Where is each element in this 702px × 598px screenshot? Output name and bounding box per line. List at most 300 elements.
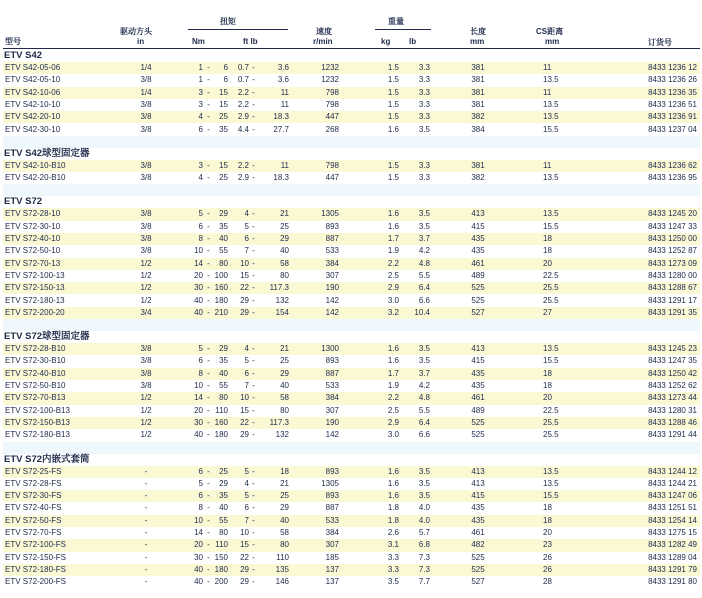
- cell-model: ETV S72-100-13: [5, 270, 65, 280]
- cell-spd: 142: [325, 430, 339, 440]
- cell-cs: 25.5: [543, 430, 559, 440]
- cell-ft2: 21: [280, 478, 289, 488]
- cell-drive: -: [144, 528, 148, 537]
- cell-model: ETV S72-50-B10: [5, 381, 66, 390]
- cell-spd: 798: [325, 160, 339, 170]
- cell-lb: 6.4: [418, 417, 430, 427]
- cell-drive: -: [144, 503, 148, 513]
- cell-ft1: 4: [244, 478, 249, 488]
- section-gap: [3, 319, 700, 331]
- cell-nm1: 3: [198, 160, 203, 170]
- cell-kg: 1.5: [387, 99, 399, 109]
- cell-model: ETV S72-180-B13: [5, 430, 70, 440]
- cell-drive: 1/4: [140, 63, 152, 72]
- cell-cs: 15.5: [543, 356, 559, 366]
- range-dash: -: [207, 552, 210, 562]
- cell-len: 435: [471, 368, 485, 378]
- cell-nm1: 6: [198, 491, 203, 501]
- cell-model: ETV S42-10-06: [5, 87, 61, 97]
- cell-ft1: 10: [240, 393, 249, 403]
- cell-spd: 1232: [321, 63, 339, 72]
- table-row: [3, 405, 700, 417]
- cell-cs: 25.5: [543, 283, 559, 293]
- cell-cs: 20: [543, 393, 552, 403]
- cell-nm1: 8: [198, 503, 203, 513]
- cell-nm1: 40: [194, 564, 203, 574]
- cell-ft2: 18: [280, 466, 289, 476]
- range-dash: -: [207, 417, 210, 427]
- cell-ft2: 40: [280, 381, 289, 390]
- table-row: [3, 208, 700, 220]
- cell-kg: 1.6: [387, 124, 399, 134]
- cell-lb: 3.5: [418, 344, 430, 354]
- cell-drive: -: [144, 577, 148, 587]
- range-dash: -: [207, 381, 210, 390]
- range-dash: -: [207, 503, 210, 513]
- cell-spd: 798: [325, 99, 339, 109]
- cell-cs: 11: [543, 160, 552, 170]
- cell-model: ETV S72-150-13: [5, 283, 65, 293]
- cell-ft1: 29: [240, 564, 249, 574]
- cell-kg: 2.2: [387, 258, 399, 268]
- cell-nm2: 110: [215, 540, 228, 550]
- col-weight-lb: lb: [409, 37, 417, 46]
- cell-kg: 1.9: [387, 381, 399, 390]
- cell-ft2: 25: [280, 491, 289, 501]
- cell-cs: 27: [543, 307, 552, 317]
- cell-len: 384: [471, 124, 485, 134]
- cell-ord: 8433 1289 04: [648, 552, 697, 562]
- cell-cs: 20: [543, 528, 552, 537]
- cell-model: ETV S72-28-10: [5, 209, 61, 219]
- cell-len: 525: [471, 417, 485, 427]
- range-dash: -: [207, 430, 210, 440]
- cell-kg: 1.9: [387, 246, 399, 256]
- range-dash: -: [252, 173, 255, 183]
- cell-ord: 8433 1245 20: [648, 209, 697, 219]
- range-dash: -: [207, 356, 210, 366]
- cell-cs: 11: [543, 63, 552, 72]
- cell-cs: 18: [543, 381, 552, 390]
- cell-ord: 8433 1236 12: [648, 63, 697, 72]
- range-dash: -: [207, 209, 210, 219]
- cell-kg: 1.6: [387, 466, 399, 476]
- cell-model: ETV S72-30-10: [5, 221, 61, 231]
- header-rule: [3, 48, 700, 49]
- cell-cs: 13.5: [543, 99, 559, 109]
- table-row: [3, 466, 700, 478]
- cell-model: ETV S72-150-FS: [5, 552, 66, 562]
- cell-ord: 8433 1247 35: [648, 356, 697, 366]
- cell-spd: 533: [325, 246, 339, 256]
- cell-nm2: 40: [219, 368, 228, 378]
- col-drive-header: 驱动方头: [120, 27, 152, 36]
- table-row: [3, 564, 700, 576]
- cell-model: ETV S72-100-B13: [5, 405, 70, 415]
- table-row: [3, 490, 700, 502]
- cell-model: ETV S72-180-FS: [5, 564, 66, 574]
- cell-cs: 20: [543, 258, 552, 268]
- range-dash: -: [207, 221, 210, 231]
- cell-cs: 15.5: [543, 124, 559, 134]
- cell-kg: 1.6: [387, 491, 399, 501]
- cell-nm2: 15: [219, 87, 228, 97]
- cell-ft1: 5: [244, 221, 249, 231]
- range-dash: -: [207, 515, 210, 525]
- cell-drive: 3/8: [140, 124, 152, 134]
- table-row: [3, 539, 700, 551]
- cell-lb: 3.5: [418, 356, 430, 366]
- cell-lb: 10.4: [414, 307, 430, 317]
- cell-spd: 887: [325, 503, 339, 513]
- cell-drive: 3/8: [140, 209, 152, 219]
- range-dash: -: [252, 478, 255, 488]
- table-row: [3, 552, 700, 564]
- cell-len: 527: [471, 577, 485, 587]
- cell-spd: 447: [325, 112, 339, 122]
- cell-len: 382: [471, 112, 485, 122]
- range-dash: -: [252, 577, 255, 587]
- cell-len: 525: [471, 552, 485, 562]
- section-title: ETV S42: [4, 50, 43, 61]
- cell-ft1: 2.2: [237, 99, 249, 109]
- cell-nm2: 110: [215, 405, 228, 415]
- table-header: [0, 0, 702, 49]
- cell-len: 489: [471, 405, 485, 415]
- cell-nm2: 180: [214, 564, 228, 574]
- cell-spd: 1300: [321, 344, 339, 354]
- col-torque-ftlb: ft lb: [243, 37, 258, 46]
- cell-cs: 13.5: [543, 209, 559, 219]
- cell-ft2: 25: [280, 356, 289, 366]
- col-weight-header: 重量: [388, 17, 404, 26]
- cell-len: 381: [471, 160, 485, 170]
- cell-nm2: 29: [219, 209, 228, 219]
- table-row: [3, 74, 700, 86]
- range-dash: -: [207, 393, 210, 403]
- cell-lb: 4.2: [418, 246, 430, 256]
- cell-ord: 8433 1237 04: [648, 124, 697, 134]
- cell-nm1: 6: [198, 466, 203, 476]
- table-row: [3, 392, 700, 404]
- cell-spd: 307: [325, 540, 339, 550]
- col-cs-header: CS距离: [536, 27, 564, 36]
- col-torque-nm: Nm: [192, 37, 205, 46]
- cell-cs: 15.5: [543, 221, 559, 231]
- cell-model: ETV S72-30-FS: [5, 491, 62, 501]
- cell-ord: 8433 1254 14: [648, 515, 697, 525]
- cell-kg: 1.8: [387, 515, 399, 525]
- cell-ft1: 15: [240, 270, 249, 280]
- cell-ft2: 3.6: [277, 75, 289, 85]
- range-dash: -: [207, 478, 210, 488]
- cell-model: ETV S42-10-B10: [5, 160, 66, 170]
- table-row: [3, 172, 700, 184]
- cell-model: ETV S72-100-FS: [5, 540, 66, 550]
- cell-ft1: 10: [240, 528, 249, 537]
- cell-model: ETV S72-28-FS: [5, 478, 62, 488]
- range-dash: -: [252, 540, 255, 550]
- cell-nm1: 6: [198, 221, 203, 231]
- cell-drive: 3/8: [140, 221, 152, 231]
- cell-spd: 307: [325, 405, 339, 415]
- cell-ft2: 18.3: [273, 112, 289, 122]
- range-dash: -: [252, 295, 255, 305]
- cell-cs: 22.5: [543, 405, 559, 415]
- cell-ord: 8433 1291 44: [648, 430, 697, 440]
- cell-lb: 5.5: [418, 270, 430, 280]
- cell-len: 527: [471, 307, 485, 317]
- table-row: [3, 380, 700, 392]
- range-dash: -: [207, 87, 210, 97]
- cell-lb: 3.3: [418, 87, 430, 97]
- table-row: [3, 233, 700, 245]
- cell-kg: 2.9: [387, 417, 399, 427]
- cell-nm1: 10: [194, 246, 203, 256]
- cell-model: ETV S42-05-06: [5, 63, 61, 72]
- cell-cs: 13.5: [543, 466, 559, 476]
- cell-nm1: 20: [194, 405, 203, 415]
- cell-ft1: 7: [244, 246, 249, 256]
- cell-nm1: 40: [194, 307, 203, 317]
- cell-nm1: 14: [194, 528, 203, 537]
- cell-cs: 13.5: [543, 344, 559, 354]
- cell-model: ETV S72-180-13: [5, 295, 65, 305]
- cell-ord: 8433 1288 46: [648, 417, 697, 427]
- cell-ft2: 58: [280, 528, 289, 537]
- cell-len: 461: [471, 528, 485, 537]
- cell-spd: 893: [325, 356, 339, 366]
- cell-len: 381: [471, 63, 485, 72]
- cell-ft1: 6: [244, 503, 249, 513]
- range-dash: -: [252, 393, 255, 403]
- cell-ft2: 132: [275, 295, 289, 305]
- cell-kg: 2.5: [387, 270, 399, 280]
- cell-ft2: 29: [280, 503, 289, 513]
- range-dash: -: [207, 564, 210, 574]
- table-row: [3, 343, 700, 355]
- table-row: [3, 417, 700, 429]
- cell-ft1: 4: [244, 344, 249, 354]
- table-row: [3, 258, 700, 270]
- cell-ft1: 5: [244, 466, 249, 476]
- cell-ft1: 29: [240, 295, 249, 305]
- cell-kg: 1.6: [387, 478, 399, 488]
- col-model-header: 型号: [5, 37, 21, 46]
- cell-nm1: 30: [194, 417, 203, 427]
- cell-ord: 8433 1252 62: [648, 381, 697, 390]
- cell-nm2: 200: [214, 577, 228, 587]
- cell-model: ETV S42-20-B10: [5, 173, 66, 183]
- section-header: [3, 331, 700, 343]
- section-gap: [3, 442, 700, 454]
- cell-ft2: 110: [276, 552, 289, 562]
- cell-nm2: 180: [214, 295, 228, 305]
- cell-model: ETV S72-70-FS: [5, 528, 62, 537]
- range-dash: -: [252, 221, 255, 231]
- cell-kg: 1.5: [387, 112, 399, 122]
- cell-drive: 3/8: [140, 234, 152, 243]
- cell-ft1: 2.9: [237, 173, 249, 183]
- cell-kg: 3.3: [387, 564, 399, 574]
- cell-ord: 8433 1291 35: [648, 307, 697, 317]
- section-header: [3, 50, 700, 62]
- range-dash: -: [252, 234, 255, 243]
- cell-nm1: 8: [198, 368, 203, 378]
- range-dash: -: [252, 160, 255, 170]
- cell-drive: 3/8: [140, 368, 152, 378]
- cell-lb: 3.7: [418, 234, 430, 243]
- cell-ft2: 58: [280, 258, 289, 268]
- cell-nm1: 20: [194, 270, 203, 280]
- range-dash: -: [252, 307, 255, 317]
- cell-drive: 3/8: [140, 112, 152, 122]
- cell-drive: 1/2: [140, 258, 152, 268]
- cell-kg: 2.5: [387, 405, 399, 415]
- cell-cs: 28: [543, 577, 552, 587]
- cell-ft2: 3.6: [277, 63, 289, 72]
- cell-nm2: 6: [223, 75, 228, 85]
- cell-cs: 13.5: [543, 173, 559, 183]
- table-row: [3, 221, 700, 233]
- cell-nm2: 6: [223, 63, 228, 72]
- cell-cs: 25.5: [543, 295, 559, 305]
- cell-model: ETV S42-05-10: [5, 75, 61, 85]
- range-dash: -: [252, 124, 255, 134]
- cell-len: 525: [471, 430, 485, 440]
- cell-lb: 4.2: [418, 381, 430, 390]
- col-order-header: 订货号: [648, 38, 672, 47]
- cell-ft1: 22: [240, 417, 249, 427]
- cell-ord: 8433 1291 17: [648, 295, 697, 305]
- range-dash: -: [252, 528, 255, 537]
- range-dash: -: [207, 540, 210, 550]
- cell-model: ETV S72-40-FS: [5, 503, 62, 513]
- cell-len: 381: [471, 99, 485, 109]
- cell-ft2: 25: [280, 221, 289, 231]
- cell-nm2: 210: [214, 307, 228, 317]
- cell-cs: 18: [543, 246, 552, 256]
- range-dash: -: [207, 368, 210, 378]
- range-dash: -: [207, 283, 210, 293]
- range-dash: -: [252, 283, 255, 293]
- cell-ft1: 2.2: [237, 160, 249, 170]
- range-dash: -: [207, 577, 210, 587]
- cell-len: 461: [471, 393, 485, 403]
- range-dash: -: [207, 528, 210, 537]
- cell-nm2: 35: [219, 491, 228, 501]
- cell-kg: 1.6: [387, 344, 399, 354]
- range-dash: -: [252, 564, 255, 574]
- cell-kg: 3.0: [387, 295, 399, 305]
- cell-len: 461: [471, 258, 485, 268]
- range-dash: -: [207, 160, 210, 170]
- cell-ord: 8433 1280 00: [648, 270, 697, 280]
- cell-ft1: 6: [244, 368, 249, 378]
- cell-nm2: 35: [219, 356, 228, 366]
- cell-nm2: 80: [219, 528, 228, 537]
- cell-ord: 8433 1275 15: [648, 528, 697, 537]
- cell-nm2: 55: [219, 515, 228, 525]
- range-dash: -: [207, 75, 210, 85]
- cell-ft2: 117.3: [269, 283, 289, 293]
- cell-model: ETV S72-200-FS: [5, 577, 66, 587]
- cell-kg: 1.7: [387, 234, 399, 243]
- cell-nm2: 55: [219, 381, 228, 390]
- cell-ft1: 2.2: [237, 87, 249, 97]
- cell-ft1: 29: [240, 430, 249, 440]
- table-row: [3, 295, 700, 307]
- cell-model: ETV S72-25-FS: [5, 466, 62, 476]
- cell-lb: 5.5: [418, 405, 430, 415]
- cell-model: ETV S72-70-13: [5, 258, 61, 268]
- cell-cs: 11: [543, 87, 552, 97]
- cell-drive: -: [144, 540, 148, 550]
- cell-drive: 3/8: [140, 75, 152, 85]
- cell-drive: 3/8: [140, 344, 152, 354]
- cell-spd: 185: [325, 552, 339, 562]
- table-row: [3, 282, 700, 294]
- cell-ord: 8433 1250 00: [648, 234, 697, 243]
- table-row: [3, 355, 700, 367]
- cell-cs: 22.5: [543, 270, 559, 280]
- cell-lb: 3.3: [418, 63, 430, 72]
- range-dash: -: [207, 270, 210, 280]
- cell-ft1: 2.9: [237, 112, 249, 122]
- col-length-header: 长度: [470, 27, 486, 36]
- cell-ord: 8433 1251 51: [648, 503, 697, 513]
- cell-nm1: 8: [198, 234, 203, 243]
- cell-lb: 3.3: [418, 112, 430, 122]
- cell-lb: 3.5: [418, 478, 430, 488]
- cell-ft2: 58: [280, 393, 289, 403]
- range-dash: -: [252, 87, 255, 97]
- cell-lb: 5.7: [418, 528, 430, 537]
- section-header: [3, 148, 700, 160]
- cell-ord: 8433 1291 80: [648, 577, 697, 587]
- cell-nm1: 3: [198, 99, 203, 109]
- table-row: [3, 502, 700, 514]
- cell-len: 382: [471, 173, 485, 183]
- range-dash: -: [207, 344, 210, 354]
- range-dash: -: [252, 552, 255, 562]
- cell-lb: 6.4: [418, 283, 430, 293]
- cell-nm2: 25: [219, 173, 228, 183]
- cell-model: ETV S72-200-20: [5, 307, 65, 317]
- table-row: [3, 62, 700, 74]
- cell-cs: 18: [543, 368, 552, 378]
- table-row: [3, 111, 700, 123]
- cell-kg: 3.1: [387, 540, 399, 550]
- cell-ord: 8433 1244 12: [648, 466, 697, 476]
- section-gap: [3, 136, 700, 148]
- cell-len: 435: [471, 234, 485, 243]
- cell-ft2: 11: [280, 87, 289, 97]
- cell-ft2: 21: [280, 344, 289, 354]
- cell-nm2: 55: [219, 246, 228, 256]
- range-dash: -: [252, 209, 255, 219]
- cell-spd: 1305: [321, 209, 339, 219]
- cell-ft1: 15: [240, 540, 249, 550]
- weight-underline: [375, 29, 431, 30]
- cell-cs: 18: [543, 515, 552, 525]
- table-row: [3, 429, 700, 441]
- cell-spd: 533: [325, 381, 339, 390]
- cell-spd: 893: [325, 221, 339, 231]
- cell-nm1: 10: [194, 381, 203, 390]
- cell-kg: 1.6: [387, 221, 399, 231]
- table-row: [3, 478, 700, 490]
